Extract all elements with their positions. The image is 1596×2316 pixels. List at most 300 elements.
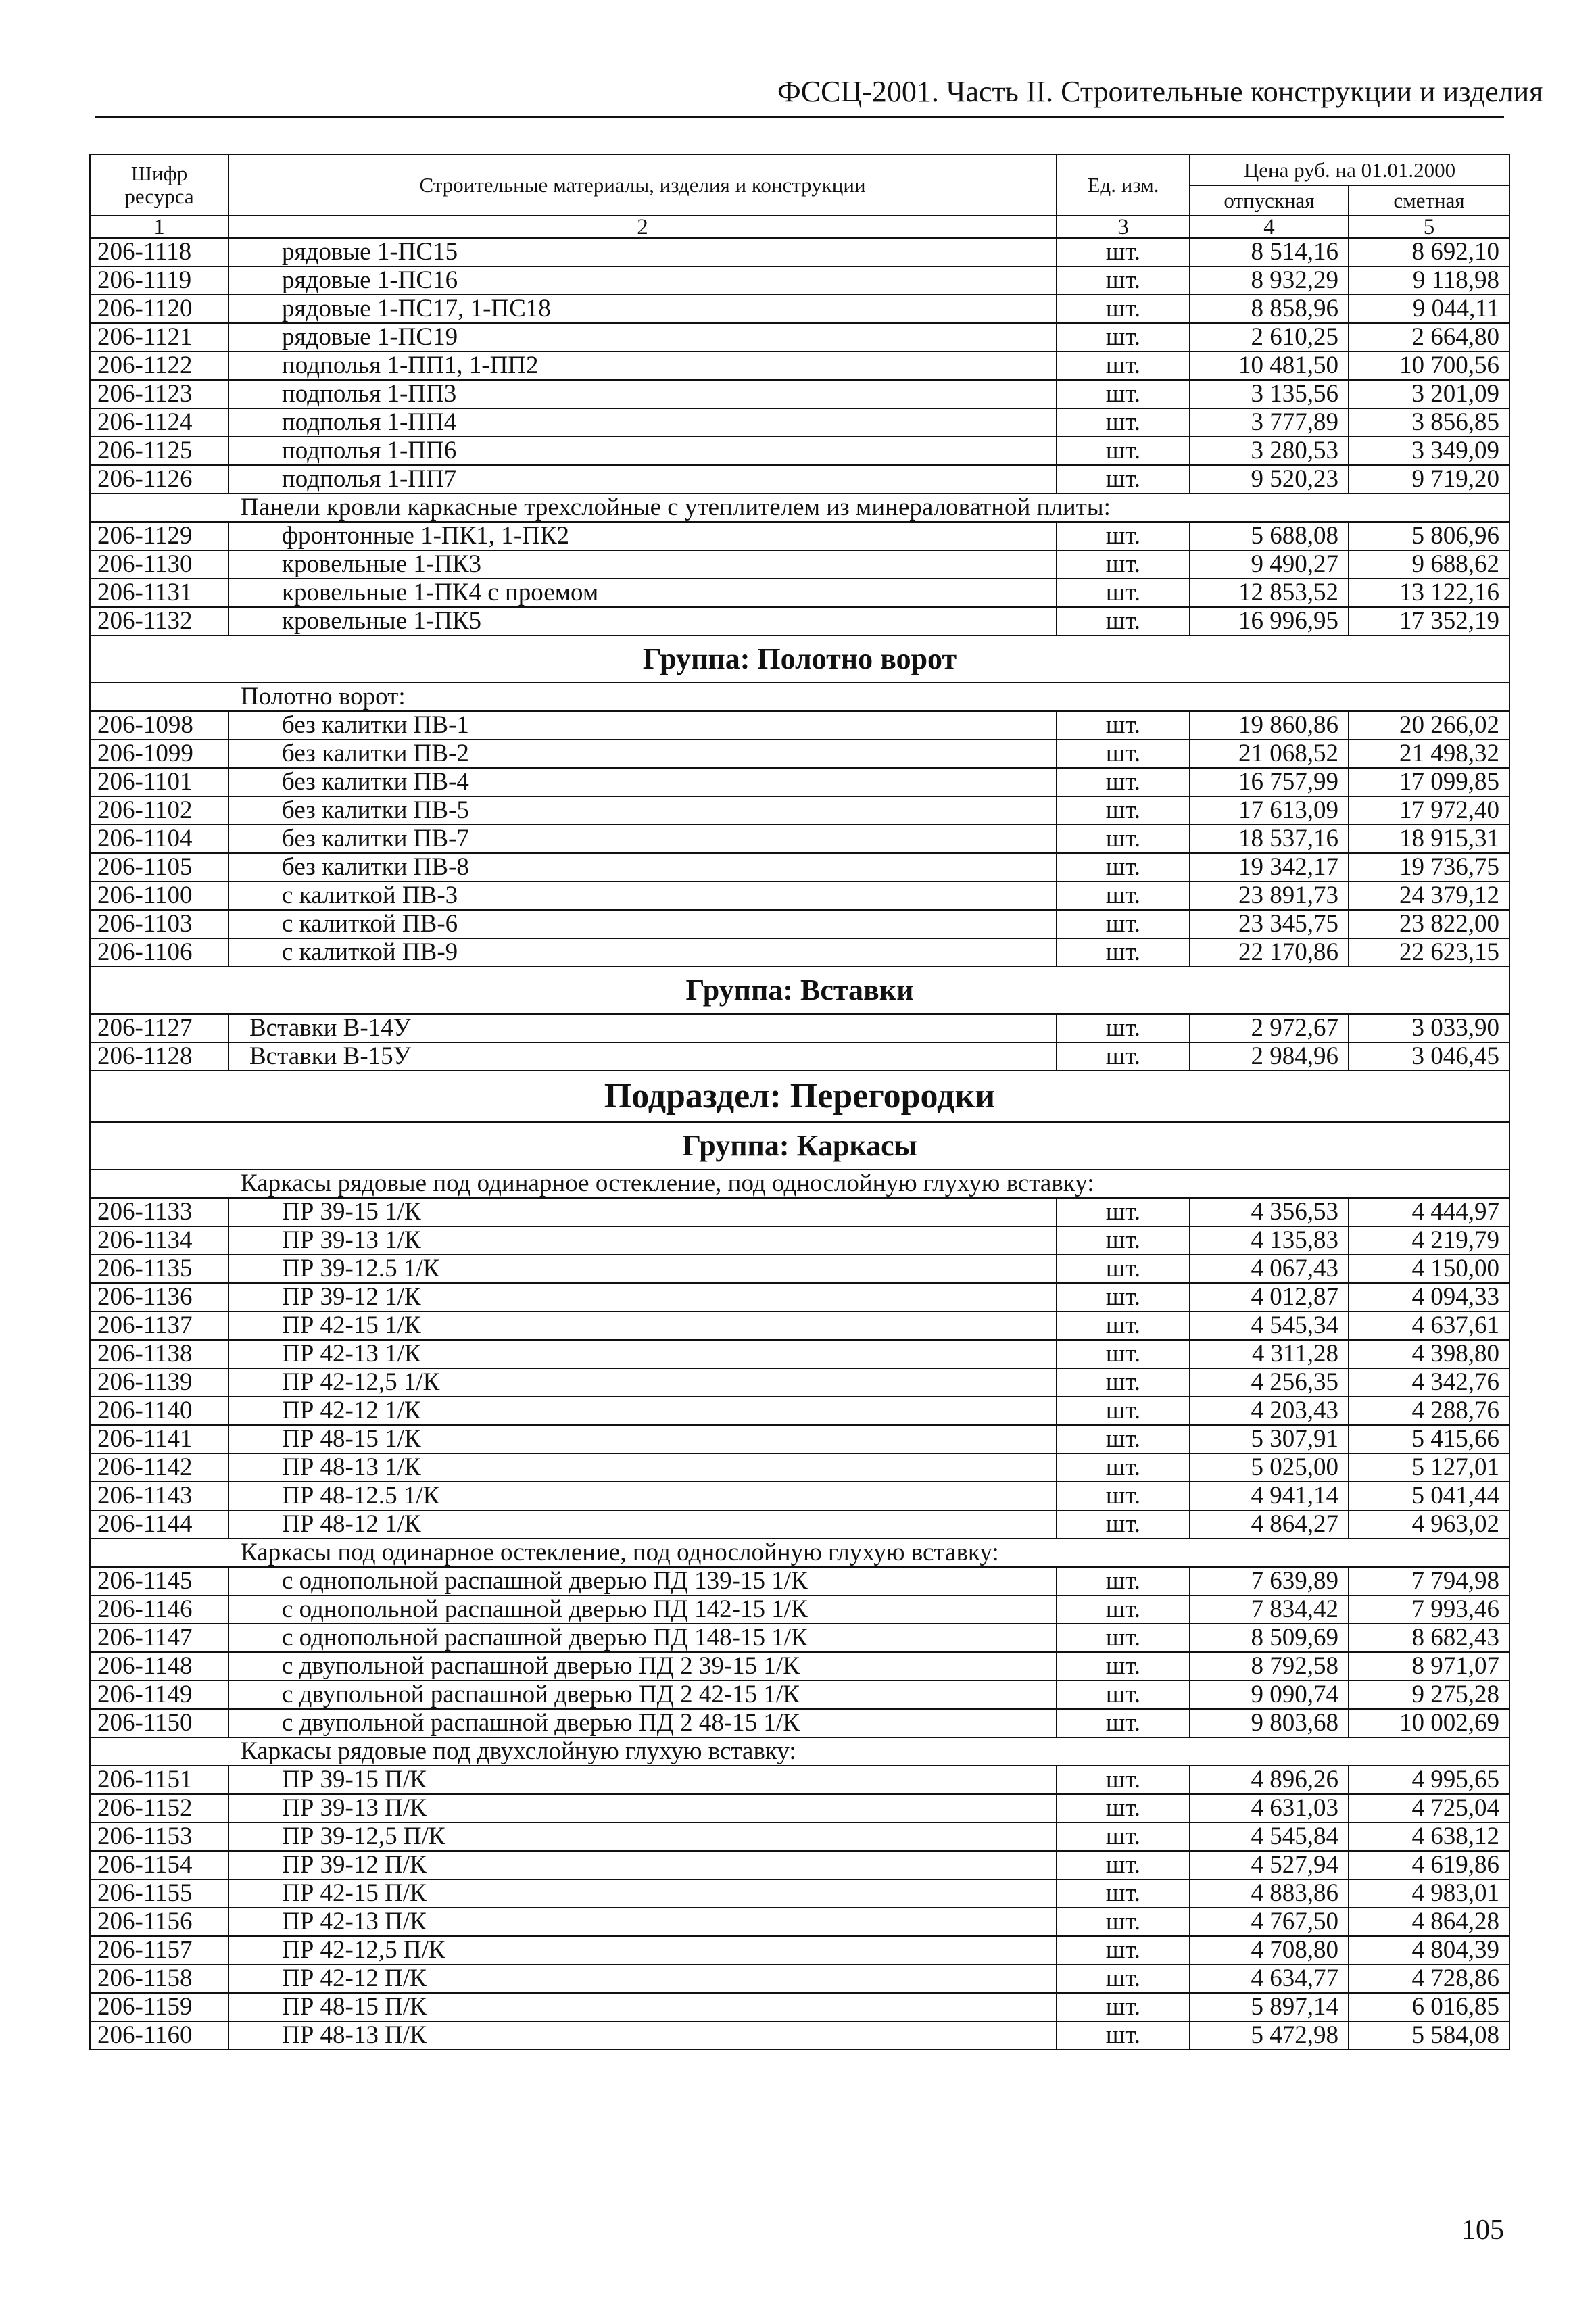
- item-name: с калиткой ПВ-6: [228, 910, 1057, 938]
- unit-cell: шт.: [1057, 2021, 1190, 2050]
- release-price: 4 634,77: [1190, 1964, 1349, 1993]
- item-name: подполья 1-ПП3: [228, 380, 1057, 408]
- unit-cell: шт.: [1057, 380, 1190, 408]
- table-row: [90, 2021, 1509, 2050]
- unit-cell: шт.: [1057, 1226, 1190, 1255]
- item-name: Вставки В-14У: [228, 1014, 1057, 1042]
- estimate-price: 4 444,97: [1349, 1198, 1509, 1226]
- release-price: 16 757,99: [1190, 768, 1349, 796]
- section-heading: Подраздел: Перегородки: [90, 1071, 1509, 1122]
- estimate-price: 3 201,09: [1349, 380, 1509, 408]
- estimate-price: 9 688,62: [1349, 550, 1509, 579]
- release-price: 3 777,89: [1190, 408, 1349, 437]
- release-price: 3 280,53: [1190, 437, 1349, 465]
- table-row: [90, 1993, 1509, 2021]
- resource-code: 206-1128: [90, 1042, 228, 1071]
- estimate-price: 4 094,33: [1349, 1283, 1509, 1311]
- resource-code: 206-1130: [90, 550, 228, 579]
- subheading-text: Каркасы рядовые под двухслойную глухую вставку:: [90, 1737, 1509, 1766]
- table-row: [90, 1340, 1509, 1368]
- table-row: [90, 1311, 1509, 1340]
- table-row: [90, 1283, 1509, 1311]
- release-price: 8 792,58: [1190, 1652, 1349, 1681]
- item-name: без калитки ПВ-5: [228, 796, 1057, 825]
- unit-cell: шт.: [1057, 1311, 1190, 1340]
- unit-cell: шт.: [1057, 1964, 1190, 1993]
- table-row: [90, 1255, 1509, 1283]
- release-price: 4 067,43: [1190, 1255, 1349, 1283]
- item-name: ПР 48-12 1/К: [228, 1510, 1057, 1539]
- subheading-row: [90, 683, 1509, 711]
- table-row: [90, 1567, 1509, 1595]
- col-header-name: Строительные материалы, изделия и конструкции: [228, 155, 1057, 216]
- estimate-price: 4 342,76: [1349, 1368, 1509, 1397]
- unit-cell: шт.: [1057, 1510, 1190, 1539]
- release-price: 4 708,80: [1190, 1936, 1349, 1964]
- col-header-estimate-price: сметная: [1349, 185, 1509, 216]
- estimate-price: 8 682,43: [1349, 1624, 1509, 1652]
- table-row: [90, 323, 1509, 352]
- group-heading: Группа: Вставки: [90, 967, 1509, 1014]
- item-name: без калитки ПВ-8: [228, 853, 1057, 882]
- release-price: 8 932,29: [1190, 266, 1349, 295]
- col-header-code: Шифр ресурса: [90, 155, 228, 216]
- table-row: [90, 437, 1509, 465]
- estimate-price: 4 637,61: [1349, 1311, 1509, 1340]
- unit-cell: шт.: [1057, 1368, 1190, 1397]
- unit-cell: шт.: [1057, 740, 1190, 768]
- group-heading: Группа: Каркасы: [90, 1122, 1509, 1169]
- table-row: [90, 295, 1509, 323]
- resource-code: 206-1121: [90, 323, 228, 352]
- estimate-price: 4 963,02: [1349, 1510, 1509, 1539]
- release-price: 5 688,08: [1190, 522, 1349, 550]
- resource-code: 206-1157: [90, 1936, 228, 1964]
- item-name: ПР 39-12,5 П/К: [228, 1823, 1057, 1851]
- resource-code: 206-1100: [90, 882, 228, 910]
- resource-code: 206-1139: [90, 1368, 228, 1397]
- release-price: 21 068,52: [1190, 740, 1349, 768]
- unit-cell: шт.: [1057, 882, 1190, 910]
- release-price: 4 767,50: [1190, 1908, 1349, 1936]
- release-price: 9 090,74: [1190, 1681, 1349, 1709]
- col-number: 4: [1190, 216, 1349, 238]
- item-name: ПР 42-15 П/К: [228, 1879, 1057, 1908]
- unit-cell: шт.: [1057, 1340, 1190, 1368]
- estimate-price: 20 266,02: [1349, 711, 1509, 740]
- release-price: 4 012,87: [1190, 1283, 1349, 1311]
- item-name: без калитки ПВ-1: [228, 711, 1057, 740]
- resource-code: 206-1125: [90, 437, 228, 465]
- unit-cell: шт.: [1057, 1794, 1190, 1823]
- resource-code: 206-1145: [90, 1567, 228, 1595]
- item-name: рядовые 1-ПС16: [228, 266, 1057, 295]
- unit-cell: шт.: [1057, 825, 1190, 853]
- item-name: без калитки ПВ-2: [228, 740, 1057, 768]
- release-price: 4 203,43: [1190, 1397, 1349, 1425]
- item-name: рядовые 1-ПС19: [228, 323, 1057, 352]
- release-price: 5 307,91: [1190, 1425, 1349, 1453]
- subheading-text: Панели кровли каркасные трехслойные с утеплителем из минераловатной плиты:: [90, 493, 1509, 522]
- subheading-text: Каркасы под одинарное остекление, под однослойную глухую вставку:: [90, 1539, 1509, 1567]
- resource-code: 206-1146: [90, 1595, 228, 1624]
- estimate-price: 5 415,66: [1349, 1425, 1509, 1453]
- estimate-price: 5 584,08: [1349, 2021, 1509, 2050]
- estimate-price: 19 736,75: [1349, 853, 1509, 882]
- unit-cell: шт.: [1057, 1936, 1190, 1964]
- table-row: [90, 1014, 1509, 1042]
- resource-code: 206-1149: [90, 1681, 228, 1709]
- release-price: 18 537,16: [1190, 825, 1349, 853]
- resource-code: 206-1144: [90, 1510, 228, 1539]
- group-heading-row: [90, 1122, 1509, 1169]
- resource-code: 206-1137: [90, 1311, 228, 1340]
- release-price: 16 996,95: [1190, 607, 1349, 635]
- item-name: ПР 39-12 П/К: [228, 1851, 1057, 1879]
- resource-code: 206-1152: [90, 1794, 228, 1823]
- estimate-price: 9 719,20: [1349, 465, 1509, 493]
- item-name: кровельные 1-ПК5: [228, 607, 1057, 635]
- resource-code: 206-1119: [90, 266, 228, 295]
- unit-cell: шт.: [1057, 1255, 1190, 1283]
- release-price: 3 135,56: [1190, 380, 1349, 408]
- subheading-text: Каркасы рядовые под одинарное остекление, под однослойную глухую вставку:: [90, 1169, 1509, 1198]
- release-price: 23 891,73: [1190, 882, 1349, 910]
- resource-code: 206-1106: [90, 938, 228, 967]
- subheading-text: Полотно ворот:: [90, 683, 1509, 711]
- release-price: 4 135,83: [1190, 1226, 1349, 1255]
- estimate-price: 23 822,00: [1349, 910, 1509, 938]
- release-price: 9 803,68: [1190, 1709, 1349, 1737]
- release-price: 9 520,23: [1190, 465, 1349, 493]
- resource-code: 206-1147: [90, 1624, 228, 1652]
- item-name: ПР 42-12 1/К: [228, 1397, 1057, 1425]
- resource-code: 206-1118: [90, 238, 228, 266]
- item-name: ПР 42-13 1/К: [228, 1340, 1057, 1368]
- col-header-price: Цена руб. на 01.01.2000: [1190, 155, 1509, 185]
- item-name: ПР 48-15 П/К: [228, 1993, 1057, 2021]
- subheading-row: [90, 1169, 1509, 1198]
- group-heading-row: [90, 635, 1509, 683]
- table-row: [90, 1198, 1509, 1226]
- release-price: 8 509,69: [1190, 1624, 1349, 1652]
- item-name: с калиткой ПВ-3: [228, 882, 1057, 910]
- unit-cell: шт.: [1057, 1042, 1190, 1071]
- item-name: ПР 42-12,5 П/К: [228, 1936, 1057, 1964]
- unit-cell: шт.: [1057, 1453, 1190, 1482]
- release-price: 2 984,96: [1190, 1042, 1349, 1071]
- item-name: подполья 1-ПП7: [228, 465, 1057, 493]
- resource-code: 206-1133: [90, 1198, 228, 1226]
- item-name: ПР 42-15 1/К: [228, 1311, 1057, 1340]
- release-price: 5 025,00: [1190, 1453, 1349, 1482]
- table-row: [90, 1368, 1509, 1397]
- table-row: [90, 1823, 1509, 1851]
- table-row: [90, 522, 1509, 550]
- item-name: ПР 39-15 П/К: [228, 1766, 1057, 1794]
- unit-cell: шт.: [1057, 910, 1190, 938]
- release-price: 5 472,98: [1190, 2021, 1349, 2050]
- item-name: фронтонные 1-ПК1, 1-ПК2: [228, 522, 1057, 550]
- resource-code: 206-1127: [90, 1014, 228, 1042]
- unit-cell: шт.: [1057, 437, 1190, 465]
- subheading-row: [90, 1539, 1509, 1567]
- price-table: [89, 154, 1510, 2050]
- resource-code: 206-1141: [90, 1425, 228, 1453]
- unit-cell: шт.: [1057, 1652, 1190, 1681]
- resource-code: 206-1138: [90, 1340, 228, 1368]
- col-header-release-price: отпускная: [1190, 185, 1349, 216]
- header-rule: [95, 116, 1504, 118]
- estimate-price: 4 983,01: [1349, 1879, 1509, 1908]
- item-name: ПР 48-13 1/К: [228, 1453, 1057, 1482]
- item-name: без калитки ПВ-7: [228, 825, 1057, 853]
- estimate-price: 7 794,98: [1349, 1567, 1509, 1595]
- unit-cell: шт.: [1057, 1879, 1190, 1908]
- table-row: [90, 1681, 1509, 1709]
- estimate-price: 3 033,90: [1349, 1014, 1509, 1042]
- estimate-price: 18 915,31: [1349, 825, 1509, 853]
- unit-cell: шт.: [1057, 295, 1190, 323]
- estimate-price: 4 150,00: [1349, 1255, 1509, 1283]
- section-heading-row: [90, 1071, 1509, 1122]
- table-row: [90, 768, 1509, 796]
- release-price: 23 345,75: [1190, 910, 1349, 938]
- unit-cell: шт.: [1057, 853, 1190, 882]
- release-price: 4 864,27: [1190, 1510, 1349, 1539]
- resource-code: 206-1150: [90, 1709, 228, 1737]
- unit-cell: шт.: [1057, 1993, 1190, 2021]
- resource-code: 206-1123: [90, 380, 228, 408]
- unit-cell: шт.: [1057, 323, 1190, 352]
- estimate-price: 9 275,28: [1349, 1681, 1509, 1709]
- resource-code: 206-1135: [90, 1255, 228, 1283]
- unit-cell: шт.: [1057, 1595, 1190, 1624]
- item-name: ПР 39-12.5 1/К: [228, 1255, 1057, 1283]
- group-heading-row: [90, 967, 1509, 1014]
- table-row: [90, 1595, 1509, 1624]
- release-price: 8 514,16: [1190, 238, 1349, 266]
- estimate-price: 5 041,44: [1349, 1482, 1509, 1510]
- table-row: [90, 825, 1509, 853]
- item-name: с двупольной распашной дверью ПД 2 42-15 1/К: [228, 1681, 1057, 1709]
- estimate-price: 4 804,39: [1349, 1936, 1509, 1964]
- resource-code: 206-1160: [90, 2021, 228, 2050]
- table-row: [90, 1879, 1509, 1908]
- release-price: 4 941,14: [1190, 1482, 1349, 1510]
- resource-code: 206-1156: [90, 1908, 228, 1936]
- resource-code: 206-1143: [90, 1482, 228, 1510]
- item-name: Вставки В-15У: [228, 1042, 1057, 1071]
- unit-cell: шт.: [1057, 711, 1190, 740]
- table-row: [90, 1510, 1509, 1539]
- unit-cell: шт.: [1057, 352, 1190, 380]
- estimate-price: 4 995,65: [1349, 1766, 1509, 1794]
- estimate-price: 2 664,80: [1349, 323, 1509, 352]
- estimate-price: 8 971,07: [1349, 1652, 1509, 1681]
- estimate-price: 3 856,85: [1349, 408, 1509, 437]
- table-row: [90, 1936, 1509, 1964]
- release-price: 4 545,84: [1190, 1823, 1349, 1851]
- unit-cell: шт.: [1057, 522, 1190, 550]
- resource-code: 206-1102: [90, 796, 228, 825]
- estimate-price: 6 016,85: [1349, 1993, 1509, 2021]
- resource-code: 206-1136: [90, 1283, 228, 1311]
- unit-cell: шт.: [1057, 1908, 1190, 1936]
- unit-cell: шт.: [1057, 266, 1190, 295]
- unit-cell: шт.: [1057, 796, 1190, 825]
- release-price: 17 613,09: [1190, 796, 1349, 825]
- table-row: [90, 1964, 1509, 1993]
- group-heading: Группа: Полотно ворот: [90, 635, 1509, 683]
- estimate-price: 4 638,12: [1349, 1823, 1509, 1851]
- item-name: ПР 48-12.5 1/К: [228, 1482, 1057, 1510]
- item-name: кровельные 1-ПК4 с проемом: [228, 579, 1057, 607]
- item-name: подполья 1-ПП6: [228, 437, 1057, 465]
- table-row: [90, 408, 1509, 437]
- resource-code: 206-1101: [90, 768, 228, 796]
- estimate-price: 4 725,04: [1349, 1794, 1509, 1823]
- estimate-price: 3 046,45: [1349, 1042, 1509, 1071]
- unit-cell: шт.: [1057, 768, 1190, 796]
- estimate-price: 4 728,86: [1349, 1964, 1509, 1993]
- table-row: [90, 1042, 1509, 1071]
- resource-code: 206-1131: [90, 579, 228, 607]
- resource-code: 206-1124: [90, 408, 228, 437]
- estimate-price: 4 288,76: [1349, 1397, 1509, 1425]
- resource-code: 206-1103: [90, 910, 228, 938]
- item-name: ПР 39-12 1/К: [228, 1283, 1057, 1311]
- resource-code: 206-1142: [90, 1453, 228, 1482]
- resource-code: 206-1151: [90, 1766, 228, 1794]
- resource-code: 206-1120: [90, 295, 228, 323]
- release-price: 12 853,52: [1190, 579, 1349, 607]
- table-row: [90, 1226, 1509, 1255]
- estimate-price: 10 700,56: [1349, 352, 1509, 380]
- estimate-price: 13 122,16: [1349, 579, 1509, 607]
- release-price: 19 342,17: [1190, 853, 1349, 882]
- item-name: рядовые 1-ПС15: [228, 238, 1057, 266]
- unit-cell: шт.: [1057, 607, 1190, 635]
- table-row: [90, 882, 1509, 910]
- table-row: [90, 352, 1509, 380]
- unit-cell: шт.: [1057, 1823, 1190, 1851]
- item-name: с двупольной распашной дверью ПД 2 48-15 1/К: [228, 1709, 1057, 1737]
- estimate-price: 5 806,96: [1349, 522, 1509, 550]
- table-header-row: [90, 155, 1509, 185]
- unit-cell: шт.: [1057, 408, 1190, 437]
- resource-code: 206-1105: [90, 853, 228, 882]
- estimate-price: 17 099,85: [1349, 768, 1509, 796]
- release-price: 22 170,86: [1190, 938, 1349, 967]
- unit-cell: шт.: [1057, 550, 1190, 579]
- unit-cell: шт.: [1057, 1709, 1190, 1737]
- item-name: с калиткой ПВ-9: [228, 938, 1057, 967]
- table-row: [90, 1709, 1509, 1737]
- column-number-row: [90, 216, 1509, 238]
- resource-code: 206-1132: [90, 607, 228, 635]
- release-price: 4 256,35: [1190, 1368, 1349, 1397]
- release-price: 4 631,03: [1190, 1794, 1349, 1823]
- unit-cell: шт.: [1057, 465, 1190, 493]
- table-row: [90, 579, 1509, 607]
- item-name: кровельные 1-ПК3: [228, 550, 1057, 579]
- resource-code: 206-1099: [90, 740, 228, 768]
- resource-code: 206-1098: [90, 711, 228, 740]
- item-name: с однопольной распашной дверью ПД 148-15 1/К: [228, 1624, 1057, 1652]
- table-row: [90, 1624, 1509, 1652]
- table-row: [90, 910, 1509, 938]
- item-name: подполья 1-ПП1, 1-ПП2: [228, 352, 1057, 380]
- release-price: 19 860,86: [1190, 711, 1349, 740]
- release-price: 4 527,94: [1190, 1851, 1349, 1879]
- estimate-price: 4 219,79: [1349, 1226, 1509, 1255]
- release-price: 4 545,34: [1190, 1311, 1349, 1340]
- item-name: ПР 39-13 1/К: [228, 1226, 1057, 1255]
- unit-cell: шт.: [1057, 1681, 1190, 1709]
- resource-code: 206-1148: [90, 1652, 228, 1681]
- resource-code: 206-1104: [90, 825, 228, 853]
- estimate-price: 3 349,09: [1349, 437, 1509, 465]
- item-name: с однопольной распашной дверью ПД 142-15 1/К: [228, 1595, 1057, 1624]
- resource-code: 206-1122: [90, 352, 228, 380]
- item-name: с однопольной распашной дверью ПД 139-15 1/К: [228, 1567, 1057, 1595]
- item-name: ПР 48-13 П/К: [228, 2021, 1057, 2050]
- table-row: [90, 1482, 1509, 1510]
- table-row: [90, 380, 1509, 408]
- unit-cell: шт.: [1057, 579, 1190, 607]
- unit-cell: шт.: [1057, 1397, 1190, 1425]
- unit-cell: шт.: [1057, 938, 1190, 967]
- table-row: [90, 1397, 1509, 1425]
- unit-cell: шт.: [1057, 1425, 1190, 1453]
- item-name: без калитки ПВ-4: [228, 768, 1057, 796]
- resource-code: 206-1159: [90, 1993, 228, 2021]
- estimate-price: 9 118,98: [1349, 266, 1509, 295]
- item-name: ПР 42-12,5 1/К: [228, 1368, 1057, 1397]
- table-row: [90, 853, 1509, 882]
- unit-cell: шт.: [1057, 1624, 1190, 1652]
- estimate-price: 8 692,10: [1349, 238, 1509, 266]
- item-name: с двупольной распашной дверью ПД 2 39-15 1/К: [228, 1652, 1057, 1681]
- unit-cell: шт.: [1057, 1283, 1190, 1311]
- release-price: 10 481,50: [1190, 352, 1349, 380]
- subheading-row: [90, 1737, 1509, 1766]
- release-price: 4 883,86: [1190, 1879, 1349, 1908]
- col-header-unit: Ед. изм.: [1057, 155, 1190, 216]
- unit-cell: шт.: [1057, 1567, 1190, 1595]
- subheading-row: [90, 493, 1509, 522]
- unit-cell: шт.: [1057, 1198, 1190, 1226]
- item-name: ПР 42-13 П/К: [228, 1908, 1057, 1936]
- release-price: 5 897,14: [1190, 1993, 1349, 2021]
- table-body: [90, 238, 1509, 2050]
- unit-cell: шт.: [1057, 1482, 1190, 1510]
- table-row: [90, 938, 1509, 967]
- resource-code: 206-1126: [90, 465, 228, 493]
- estimate-price: 17 972,40: [1349, 796, 1509, 825]
- col-number: 3: [1057, 216, 1190, 238]
- estimate-price: 4 619,86: [1349, 1851, 1509, 1879]
- estimate-price: 9 044,11: [1349, 295, 1509, 323]
- table-row: [90, 1453, 1509, 1482]
- unit-cell: шт.: [1057, 1851, 1190, 1879]
- release-price: 7 639,89: [1190, 1567, 1349, 1595]
- table-row: [90, 1766, 1509, 1794]
- release-price: 2 610,25: [1190, 323, 1349, 352]
- item-name: рядовые 1-ПС17, 1-ПС18: [228, 295, 1057, 323]
- resource-code: 206-1134: [90, 1226, 228, 1255]
